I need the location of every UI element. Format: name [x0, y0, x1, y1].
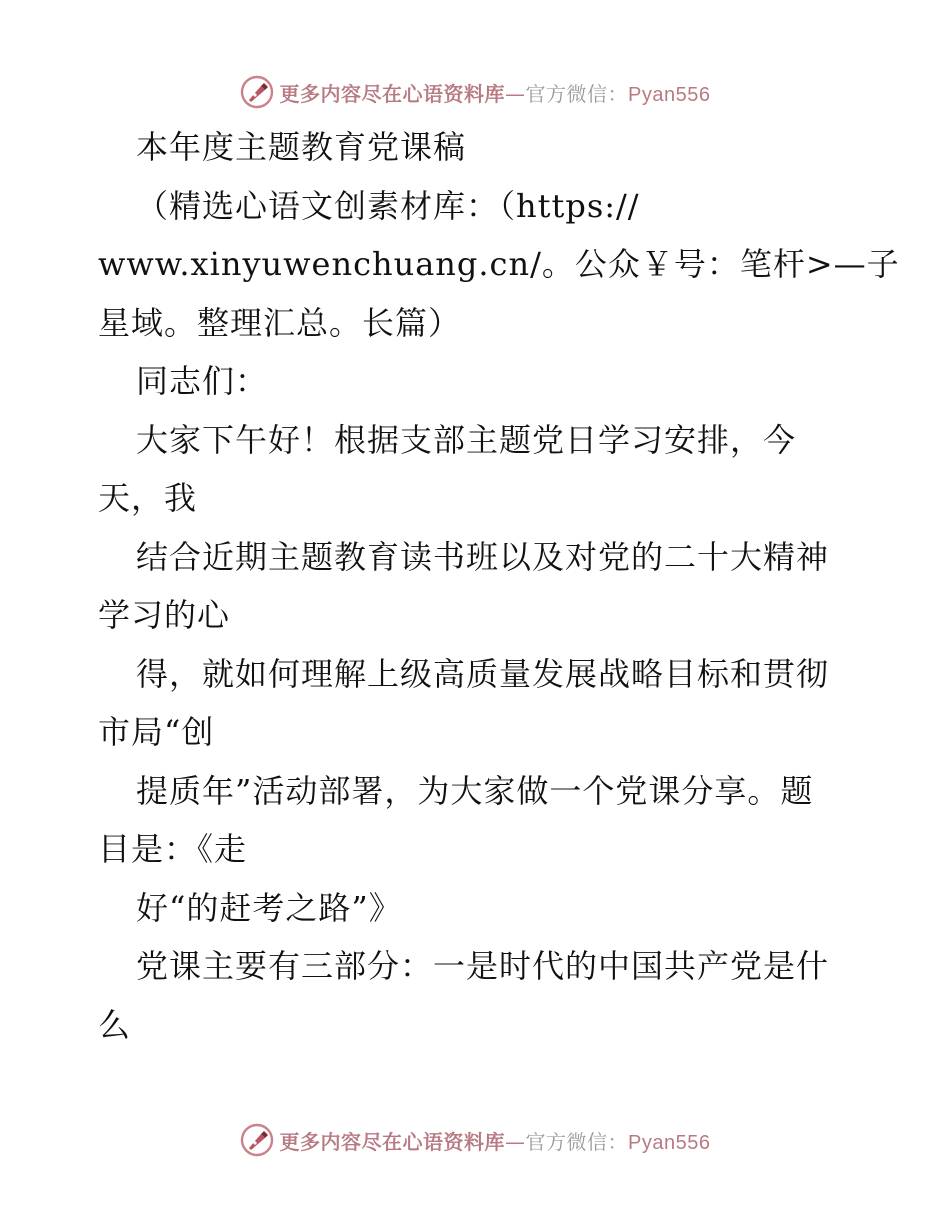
- document-line: 得，就如何理解上级高质量发展战略目标和贯彻: [136, 654, 830, 693]
- document-line: 学习的心: [98, 596, 231, 634]
- document-line: 提质年”活动部署，为大家做一个党课分享。题: [136, 771, 814, 810]
- document-line: 天，我: [98, 479, 198, 517]
- document-body: [98, 118, 900, 1054]
- document-line: 大家下午好！根据支部主题党日学习安排，今: [136, 420, 797, 459]
- document-line: 市局“创: [98, 713, 215, 751]
- pen-nib-logo-icon: [240, 1123, 274, 1157]
- document-line: www.xinyuwenchuang.cn/。公众￥号：笔杆>—子: [98, 245, 900, 283]
- document-line: 目是：《走: [98, 830, 248, 868]
- pen-nib-logo-icon: [240, 75, 274, 109]
- footer-watermark: [0, 1120, 950, 1160]
- document-line: 结合近期主题教育读书班以及对党的二十大精神: [136, 537, 830, 576]
- header-watermark: [0, 72, 950, 112]
- watermark-text: 更多内容尽在心语资料库—官方微信：Pyan556: [279, 1129, 711, 1154]
- document-line: 么: [98, 1005, 132, 1044]
- document-line: （精选心语文创素材库：（https://: [136, 186, 640, 225]
- document-line: 好“的赶考之路”》: [136, 888, 402, 927]
- document-line: 同志们：: [136, 362, 269, 400]
- document-line: 本年度主题教育党课稿: [136, 128, 467, 166]
- document-line: 党课主要有三部分：一是时代的中国共产党是什: [136, 947, 830, 985]
- document-line: 星域。整理汇总。长篇）: [98, 303, 462, 342]
- watermark-text: 更多内容尽在心语资料库—官方微信：Pyan556: [279, 81, 711, 106]
